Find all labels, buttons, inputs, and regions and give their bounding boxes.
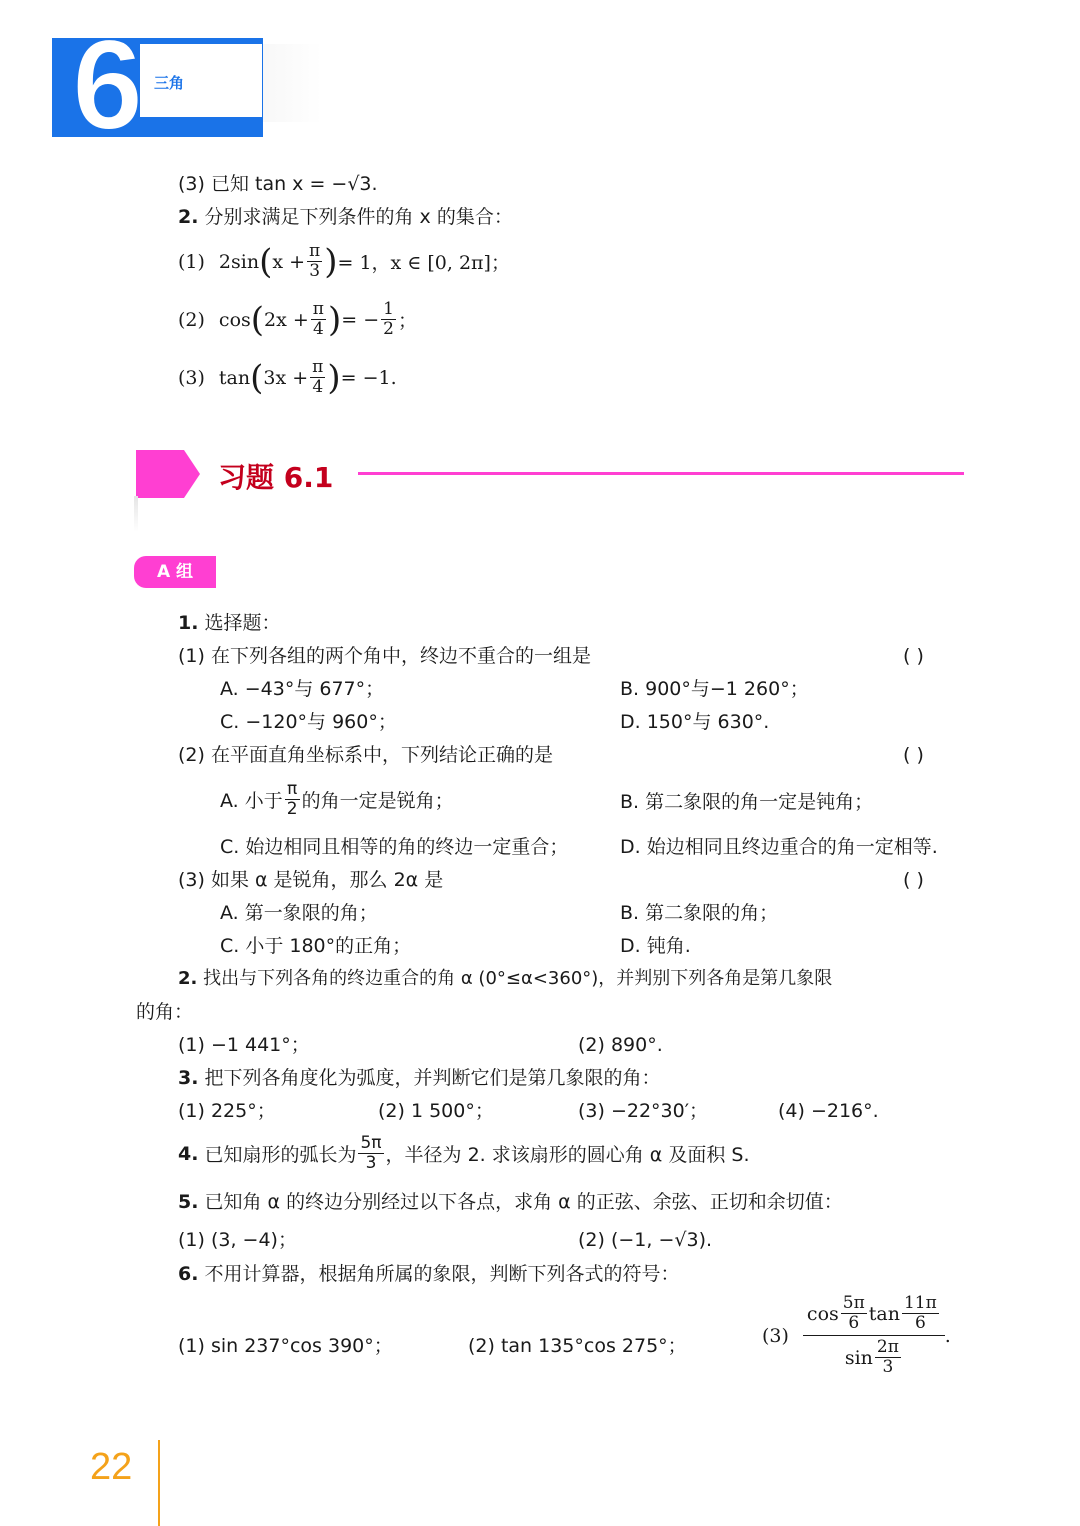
chapter-title: 三角 (154, 74, 185, 92)
q1-3-option-d: D. 钝角. (620, 935, 691, 957)
q1-1-option-c: C. −120°与 960°； (220, 711, 397, 733)
q1-3-stem: (3) 如果 α 是锐角，那么 2α 是 (178, 869, 444, 891)
q6-part-1: (1) sin 237°cos 390°； (178, 1335, 393, 1357)
q1-3-option-b: B. 第二象限的角； (620, 902, 779, 924)
q2-stem: 2. 找出与下列各角的终边重合的角 α (0°≤α<360°)，并判别下列各角是第几象限 (178, 968, 833, 989)
q5-stem: 5. 已知角 α 的终边分别经过以下各点，求角 α 的正弦、余弦、正切和余切值： (178, 1191, 843, 1213)
group-badge: A 组 (134, 556, 216, 588)
chapter-number: 6 (72, 14, 144, 157)
q1-1-option-b: B. 900°与−1 260°； (620, 678, 809, 700)
q2-stem-cont: 的角： (136, 1001, 194, 1023)
q2-part-2: (2) 890°. (578, 1034, 663, 1056)
compound-fraction: cos $\frac{5\pi}{6}$ tan $\frac{11\pi}{6}$ sin $\frac{2\pi}{3}$ (803, 1294, 945, 1377)
q1-3-option-c: C. 小于 180°的正角； (220, 935, 412, 957)
q1-1-stem: (1) 在下列各组的两个角中，终边不重合的一组是 (178, 645, 591, 667)
problem-2-2: (2) cos ( 2x + $\frac{\pi}{4}$ ) = − $\frac{1}{2}$ ； (178, 299, 417, 340)
q6-stem: 6. 不用计算器，根据角所属的象限，判断下列各式的符号： (178, 1263, 680, 1285)
page-number-rule (158, 1440, 160, 1526)
fraction: $\frac{\pi}{3}$ (309, 241, 321, 281)
section-shadow (134, 496, 138, 532)
answer-bracket: ( ) (903, 744, 924, 766)
q1-2-stem: (2) 在平面直角坐标系中，下列结论正确的是 (178, 744, 553, 766)
q5-part-1: (1) (3, −4)； (178, 1229, 297, 1251)
problem-2-3: (3) tan ( 3x + $\frac{\pi}{4}$ ) = −1. (178, 357, 397, 398)
answer-bracket: ( ) (903, 645, 924, 667)
fraction: $\frac{1}{2}$ (383, 299, 394, 339)
q1-1-option-d: D. 150°与 630°. (620, 711, 770, 733)
q3-part-1: (1) 225°； (178, 1100, 276, 1122)
page-number: 22 (90, 1446, 133, 1488)
answer-bracket: ( ) (903, 869, 924, 891)
section-title: 习题 6.1 (218, 461, 334, 494)
problem-1-3: (3) 已知 tan x = −√3. (178, 173, 378, 195)
q1-2-option-c: C. 始边相同且相等的角的终边一定重合； (220, 836, 569, 858)
section-rule (358, 472, 964, 475)
fraction: $\frac{2\pi}{3}$ (876, 1337, 899, 1377)
fraction: $\frac{\pi}{2}$ (286, 779, 298, 819)
fraction: $\frac{5\pi}{3}$ (360, 1133, 382, 1173)
q1-2-option-a: A. 小于 $\frac{\pi}{2}$ 的角一定是锐角； (220, 779, 454, 819)
q1-heading: 1. 选择题： (178, 612, 281, 634)
fraction: $\frac{5\pi}{6}$ (842, 1293, 865, 1333)
q1-2-option-d: D. 始边相同且终边重合的角一定相等. (620, 836, 938, 858)
fraction: $\frac{11\pi}{6}$ (903, 1293, 937, 1333)
q2-part-1: (1) −1 441°； (178, 1034, 310, 1056)
q3-part-2: (2) 1 500°； (378, 1100, 494, 1122)
problem-2-1: (1) 2sin ( x + $\frac{\pi}{3}$ ) = 1，x ∈ [0, 2π]； (178, 241, 510, 282)
q6-part-2: (2) tan 135°cos 275°； (468, 1335, 687, 1357)
section-arrow-icon (136, 450, 200, 498)
q5-part-2: (2) (−1, −√3). (578, 1229, 713, 1251)
problem-2-heading: 2. 分别求满足下列条件的角 x 的集合： (178, 206, 513, 228)
q3-part-4: (4) −216°. (778, 1100, 879, 1122)
q4-stem: 4. 已知扇形的弧长为 $\frac{5\pi}{3}$ ，半径为 2. 求该扇形的圆心角 α 及面积 S. (178, 1133, 750, 1173)
fraction: $\frac{\pi}{4}$ (312, 299, 324, 339)
fraction: $\frac{\pi}{4}$ (312, 357, 324, 397)
q3-stem: 3. 把下列各角度化为弧度，并判断它们是第几象限的角： (178, 1067, 661, 1089)
q6-part-3: (3) cos $\frac{5\pi}{6}$ tan $\frac{11\pi}{6}$ sin $\frac{2\pi}{3}$ . (762, 1293, 951, 1377)
q1-3-option-a: A. 第一象限的角； (220, 902, 378, 924)
q1-1-option-a: A. −43°与 677°； (220, 678, 385, 700)
q1-2-option-b: B. 第二象限的角一定是钝角； (620, 791, 874, 813)
q3-part-3: (3) −22°30′； (578, 1100, 709, 1122)
